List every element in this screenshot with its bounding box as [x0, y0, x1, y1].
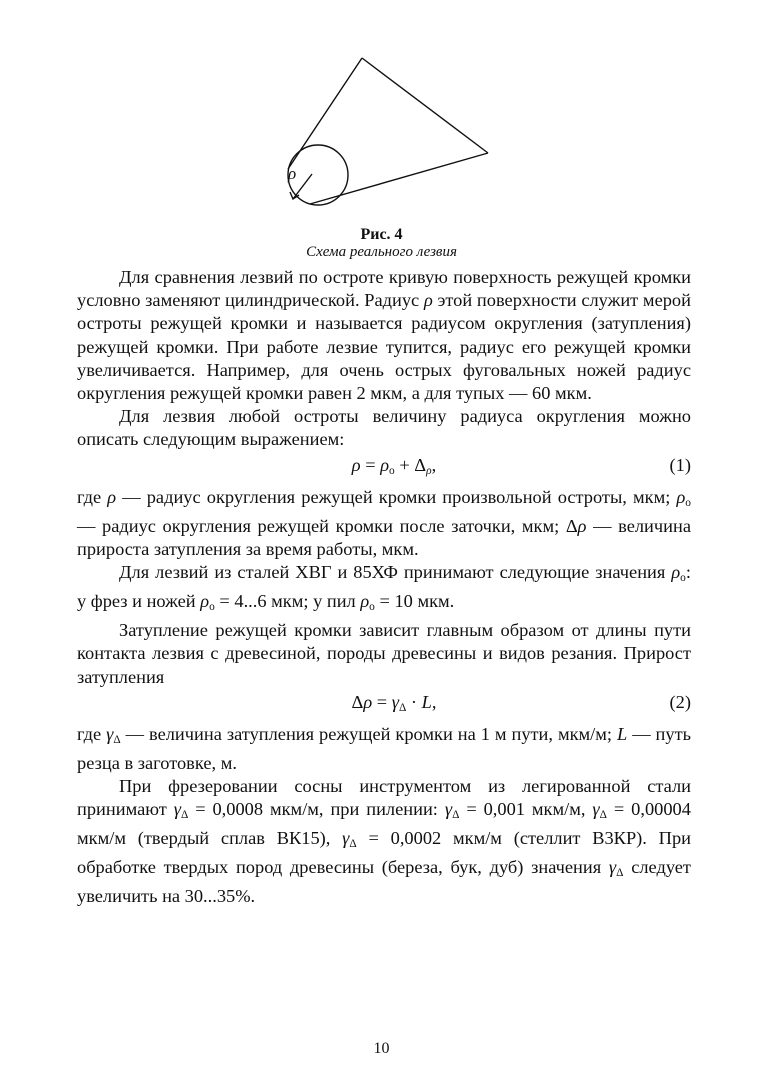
blade-top-edge	[288, 58, 362, 169]
paragraph-2: Для лезвия любой остроты величину радиуса округления можно описать следующим выражением:	[77, 406, 691, 450]
blade-bottom-edge	[310, 153, 488, 204]
paragraph-7: При фрезеровании сосны инструментом из легированной стали принимают $\gamma_\Delta = 0,0008$ мкм/м, при пилении: $\gamma_\Delta = 0,001$ мкм/м, $\gamma_\Delta = 0,00004$ мкм/м (твердый сплав ВК15), $\gamma_\Delta = 0,0002$ мкм/м (стеллит В3КР). При обработке твердых пород древесины (береза, бук, дуб) значения $\gamma_\Delta$ следует увеличить на 30...35%.	[77, 776, 691, 907]
blade-back-edge	[362, 58, 488, 153]
page-number: 10	[373, 1040, 390, 1057]
figure-title: Схема реального лезвия	[306, 244, 457, 260]
equation-1-number: (1)	[669, 454, 691, 475]
equation-2: $\Delta\rho = \gamma_\Delta \cdot L$, (2)	[77, 691, 691, 720]
figure-number: Рис. 4	[360, 226, 403, 243]
paragraph-3: где ρ — радиус округления режущей кромки произвольной остроты, мкм; $\rho_о$ — радиус округления режущей кромки после заточки, мкм; Δρ — величина прироста затупления за время работы, мкм.	[77, 486, 691, 559]
paragraph-1: Для сравнения лезвий по остроте кривую поверхность режущей кромки условно заменяют цилиндрической. Радиус ρ этой поверхности служит мерой остроты режущей кромки и называется радиусом округления (затупления) режущей кромки. При работе лезвие тупится, радиус его режущей кромки увеличивается. Например, для очень острых фуговальных ножей радиус округления режущей кромки равен 2 мкм, а для тупых — 60 мкм.	[77, 267, 691, 404]
rho-label: ρ	[288, 164, 297, 183]
paragraph-4: Для лезвий из сталей ХВГ и 85ХФ принимают следующие значения $\rho_о$: у фрез и ножей $\rho_о = 4...6$ мкм; у пил $\rho_о = 10$ мкм.	[77, 562, 691, 614]
paragraph-6: где $\gamma_\Delta$ — величина затупления режущей кромки на 1 м пути, мкм/м; L — путь резца в заготовке, м.	[77, 723, 692, 773]
equation-2-number: (2)	[669, 691, 691, 712]
body-text	[77, 266, 691, 909]
equation-1: $\rho = \rho_о + \Delta_\rho$, (1)	[77, 454, 691, 483]
paragraph-5: Затупление режущей кромки зависит главным образом от длины пути контакта лезвия с древесиной, породы древесины и видов резания. Прирост затупления	[77, 620, 691, 687]
blade-diagram	[270, 55, 500, 220]
